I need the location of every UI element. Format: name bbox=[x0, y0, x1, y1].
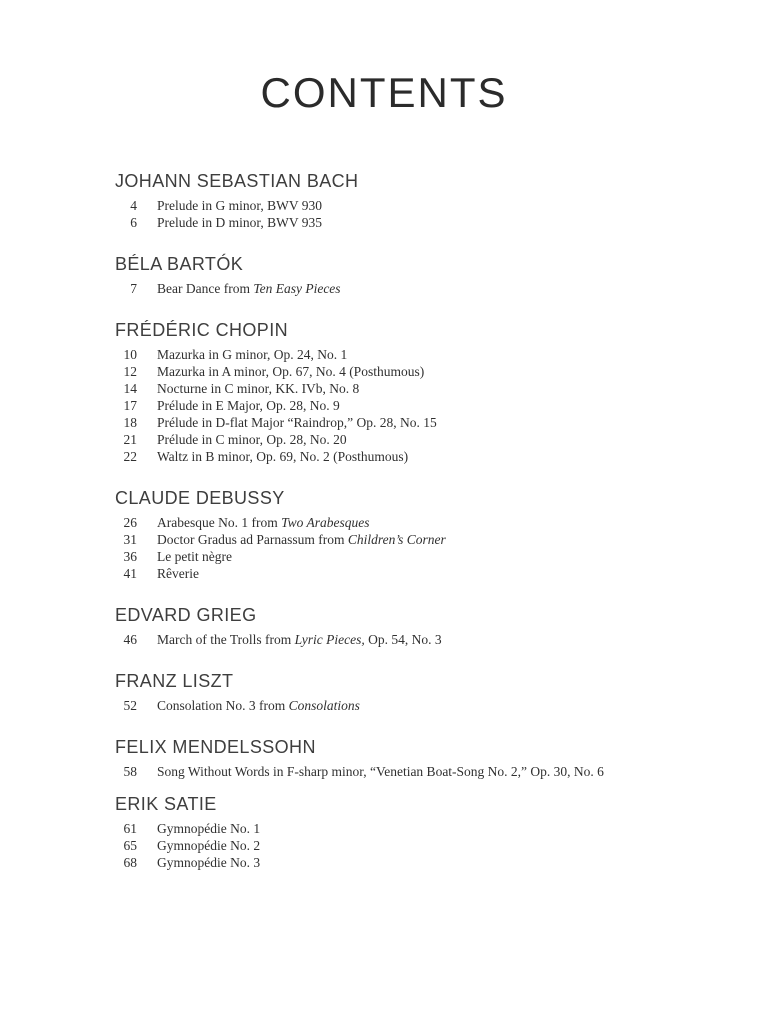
toc-entry bbox=[115, 380, 728, 397]
entry-page-number: 65 bbox=[123, 838, 137, 853]
entry-title: Mazurka in A minor, Op. 67, No. 4 (Posthumous) bbox=[157, 364, 425, 379]
entry-page-number: 17 bbox=[123, 398, 137, 413]
toc-entry bbox=[115, 697, 728, 714]
entry-page-number: 36 bbox=[123, 549, 137, 564]
toc-entry bbox=[115, 414, 728, 431]
toc-section bbox=[115, 487, 728, 582]
entry-title: Waltz in B minor, Op. 69, No. 2 (Posthumous) bbox=[157, 449, 409, 464]
toc-entry bbox=[115, 197, 728, 214]
entry-page-number: 41 bbox=[123, 566, 137, 581]
toc-section bbox=[115, 604, 728, 648]
entry-page-number: 61 bbox=[123, 821, 137, 836]
entry-page-number: 18 bbox=[123, 415, 137, 430]
entry-title: Le petit nègre bbox=[157, 549, 232, 564]
entry-title: Mazurka in G minor, Op. 24, No. 1 bbox=[157, 347, 348, 362]
entry-page-number: 26 bbox=[123, 515, 137, 530]
entry-page-number: 46 bbox=[123, 632, 137, 647]
entry-title: Gymnopédie No. 3 bbox=[157, 855, 261, 870]
entry-title: Rêverie bbox=[157, 566, 199, 581]
toc-section bbox=[115, 170, 728, 231]
composer-heading: FELIX MENDELSSOHN bbox=[115, 737, 316, 757]
entry-page-number: 22 bbox=[123, 449, 137, 464]
entry-page-number: 7 bbox=[130, 281, 137, 296]
composer-heading: CLAUDE DEBUSSY bbox=[115, 488, 285, 508]
composer-heading: EDVARD GRIEG bbox=[115, 605, 257, 625]
entry-title: Prélude in E Major, Op. 28, No. 9 bbox=[157, 398, 340, 413]
entry-page-number: 14 bbox=[123, 381, 137, 396]
toc-entry bbox=[115, 837, 728, 854]
toc-entry bbox=[115, 531, 728, 548]
composer-heading: FRANZ LISZT bbox=[115, 671, 234, 691]
composer-heading: ERIK SATIE bbox=[115, 794, 217, 814]
toc-entry bbox=[115, 280, 728, 297]
toc-entry bbox=[115, 397, 728, 414]
toc-entry bbox=[115, 431, 728, 448]
composer-heading: FRÉDÉRIC CHOPIN bbox=[115, 320, 289, 340]
toc-entry bbox=[115, 763, 728, 780]
toc-sections bbox=[115, 170, 728, 871]
toc-section bbox=[115, 319, 728, 465]
entry-title: Gymnopédie No. 2 bbox=[157, 838, 261, 853]
toc-entry bbox=[115, 514, 728, 531]
toc-entry bbox=[115, 548, 728, 565]
toc-entry bbox=[115, 820, 728, 837]
entry-title: Nocturne in C minor, KK. IVb, No. 8 bbox=[157, 381, 360, 396]
entry-title: March of the Trolls from Lyric Pieces, Op. 54, No. 3 bbox=[157, 632, 442, 647]
entry-page-number: 58 bbox=[123, 764, 137, 779]
composer-heading: BÉLA BARTÓK bbox=[115, 254, 244, 274]
entry-title: Prelude in D minor, BWV 935 bbox=[157, 215, 322, 230]
entry-page-number: 68 bbox=[123, 855, 137, 870]
entry-title: Song Without Words in F-sharp minor, “Venetian Boat-Song No. 2,” Op. 30, No. 6 bbox=[157, 764, 604, 779]
toc-entry bbox=[115, 448, 728, 465]
entry-title: Prélude in C minor, Op. 28, No. 20 bbox=[157, 432, 347, 447]
entry-page-number: 6 bbox=[130, 215, 137, 230]
entry-page-number: 4 bbox=[130, 198, 137, 213]
entry-title: Doctor Gradus ad Parnassum from Children’s Corner bbox=[157, 532, 446, 547]
toc-entry bbox=[115, 214, 728, 231]
entry-title: Consolation No. 3 from Consolations bbox=[157, 698, 360, 713]
toc-entry bbox=[115, 631, 728, 648]
entry-page-number: 52 bbox=[123, 698, 137, 713]
entry-title: Bear Dance from Ten Easy Pieces bbox=[157, 281, 341, 296]
toc-section bbox=[115, 670, 728, 714]
entry-page-number: 31 bbox=[123, 532, 137, 547]
entry-page-number: 12 bbox=[123, 364, 137, 379]
entry-page-number: 21 bbox=[123, 432, 137, 447]
toc-section bbox=[115, 253, 728, 297]
toc-entry bbox=[115, 346, 728, 363]
toc-entry bbox=[115, 363, 728, 380]
entry-title: Gymnopédie No. 1 bbox=[157, 821, 261, 836]
toc-section bbox=[115, 736, 728, 780]
toc-entry bbox=[115, 854, 728, 871]
toc-section bbox=[115, 793, 728, 871]
entry-title: Prélude in D-flat Major “Raindrop,” Op. 28, No. 15 bbox=[157, 415, 437, 430]
page-title: CONTENTS bbox=[260, 69, 508, 116]
composer-heading: JOHANN SEBASTIAN BACH bbox=[115, 171, 359, 191]
toc-entry bbox=[115, 565, 728, 582]
entry-title: Arabesque No. 1 from Two Arabesques bbox=[157, 515, 370, 530]
entry-title: Prelude in G minor, BWV 930 bbox=[157, 198, 322, 213]
entry-page-number: 10 bbox=[123, 347, 137, 362]
